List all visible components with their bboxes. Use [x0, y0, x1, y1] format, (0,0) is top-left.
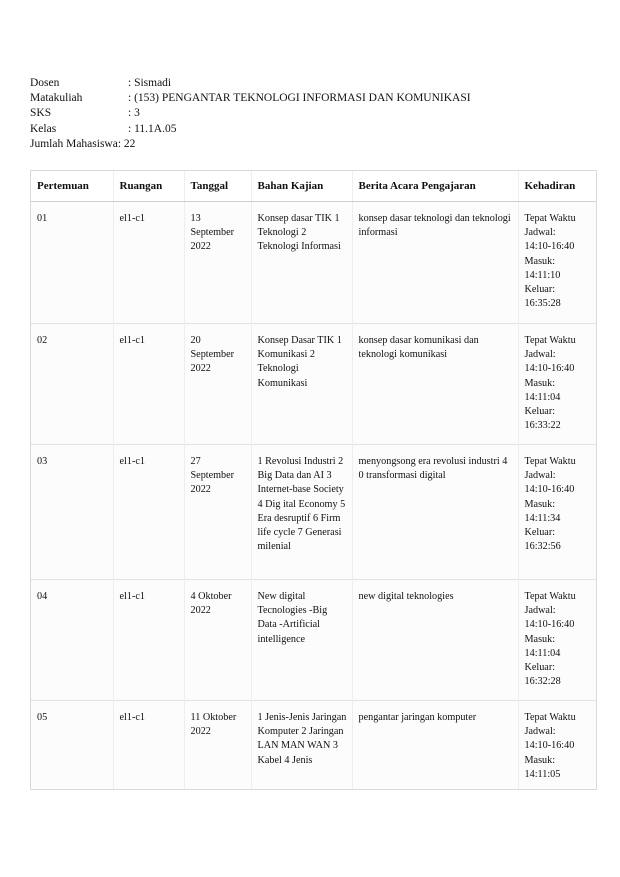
table-row: [31, 202, 597, 324]
cell-tanggal: 27 September 2022: [184, 445, 251, 580]
cell-pertemuan: 01: [31, 202, 113, 324]
cell-bahan-kajian: Konsep dasar TIK 1 Teknologi 2 Teknologi Informasi: [251, 202, 352, 324]
kehadiran-line: Masuk:: [524, 633, 556, 645]
cell-tanggal: 11 Oktober 2022: [184, 701, 251, 791]
column-header-tanggal: Tanggal: [184, 171, 251, 202]
kehadiran-line: 16:32:56: [524, 541, 561, 553]
column-header-berita-acara: Berita Acara Pengajaran: [352, 171, 518, 202]
column-header-ruangan: Ruangan: [113, 171, 184, 202]
cell-pertemuan: 02: [31, 324, 113, 445]
cell-bahan-kajian: Konsep Dasar TIK 1 Komunikasi 2 Teknologi Komunikasi: [251, 324, 352, 445]
cell-ruangan: el1-c1: [113, 580, 184, 701]
kehadiran-status: Tepat Waktu: [524, 456, 576, 467]
cell-berita-acara: konsep dasar teknologi dan teknologi informasi: [352, 202, 518, 324]
kehadiran-status: Tepat Waktu: [524, 335, 576, 346]
kehadiran-line: Keluar:: [524, 406, 556, 418]
info-label: Jumlah Mahasiswa: [30, 137, 118, 150]
cell-ruangan: el1-c1: [113, 202, 184, 324]
cell-kehadiran: [518, 324, 597, 445]
table-header-row: [31, 171, 597, 202]
info-value: : (153) PENGANTAR TEKNOLOGI INFORMASI DAN KOMUNIKASI: [128, 92, 471, 105]
kehadiran-line: 14:11:10: [524, 269, 561, 281]
info-sks: [30, 106, 471, 121]
info-dosen: [30, 76, 471, 91]
kehadiran-line: Jadwal:: [524, 605, 556, 617]
cell-berita-acara: new digital teknologies: [352, 580, 518, 701]
info-label: SKS: [30, 107, 52, 120]
kehadiran-line: Jadwal:: [524, 227, 556, 239]
cell-ruangan: el1-c1: [113, 701, 184, 791]
attendance-table-frame: [30, 170, 597, 790]
course-info: [30, 76, 471, 152]
cell-tanggal: 13 September 2022: [184, 202, 251, 324]
cell-kehadiran: [518, 202, 597, 324]
info-value: : 3: [128, 107, 140, 120]
kehadiran-line: Masuk:: [524, 377, 556, 389]
kehadiran-line: Masuk:: [524, 498, 556, 510]
kehadiran-status: Tepat Waktu: [524, 591, 576, 602]
kehadiran-line: Keluar:: [524, 284, 556, 296]
kehadiran-line: Jadwal:: [524, 726, 556, 738]
kehadiran-line: 14:10-16:40: [524, 740, 575, 752]
table-row: [31, 701, 597, 791]
info-value: : Sismadi: [128, 77, 172, 89]
info-label: Matakuliah: [30, 92, 83, 105]
cell-bahan-kajian: 1 Jenis-Jenis Jaringan Komputer 2 Jaringan LAN MAN WAN 3 Kabel 4 Jenis: [251, 701, 352, 791]
table-row: [31, 445, 597, 580]
cell-kehadiran: [518, 701, 597, 791]
cell-tanggal: 20 September 2022: [184, 324, 251, 445]
cell-bahan-kajian: New digital Tecnologies -Big Data -Artificial intelligence: [251, 580, 352, 701]
cell-ruangan: el1-c1: [113, 324, 184, 445]
kehadiran-line: 14:10-16:40: [524, 619, 575, 631]
table-row: [31, 580, 597, 701]
cell-pertemuan: 04: [31, 580, 113, 701]
cell-bahan-kajian: 1 Revolusi Industri 2 Big Data dan AI 3 Internet-base Society 4 Dig ital Economy 5 Era desruptif 6 Firm life cycle 7 Generasi milenial: [251, 445, 352, 580]
info-value: : 22: [117, 137, 136, 150]
table-row: [31, 324, 597, 445]
kehadiran-line: 16:32:28: [524, 676, 561, 688]
cell-berita-acara: pengantar jaringan komputer: [352, 701, 518, 791]
cell-pertemuan: 03: [31, 445, 113, 580]
info-label: Kelas: [30, 122, 57, 135]
cell-berita-acara: konsep dasar komunikasi dan teknologi komunikasi: [352, 324, 518, 445]
info-label: Dosen: [30, 77, 60, 89]
kehadiran-line: 14:11:04: [524, 647, 561, 659]
kehadiran-line: 14:11:34: [524, 512, 561, 524]
kehadiran-line: 14:10-16:40: [524, 484, 575, 496]
kehadiran-line: 14:11:04: [524, 391, 561, 403]
kehadiran-line: Jadwal:: [524, 349, 556, 361]
kehadiran-line: Masuk:: [524, 754, 556, 766]
kehadiran-line: Keluar:: [524, 662, 556, 674]
kehadiran-line: Keluar:: [524, 527, 556, 539]
column-header-bahan-kajian: Bahan Kajian: [251, 171, 352, 202]
attendance-table: [31, 171, 597, 790]
kehadiran-line: 16:33:22: [524, 420, 561, 432]
cell-ruangan: el1-c1: [113, 445, 184, 580]
kehadiran-line: 16:35:28: [524, 298, 561, 310]
cell-kehadiran: [518, 580, 597, 701]
info-jumlah-mahasiswa: [30, 137, 471, 152]
column-header-kehadiran: Kehadiran: [518, 171, 597, 202]
kehadiran-line: Masuk:: [524, 255, 556, 267]
kehadiran-status: Tepat Waktu: [524, 712, 576, 723]
kehadiran-line: Jadwal:: [524, 470, 556, 482]
kehadiran-line: 14:10-16:40: [524, 241, 575, 253]
cell-pertemuan: 05: [31, 701, 113, 791]
info-kelas: [30, 122, 471, 137]
cell-berita-acara: menyongsong era revolusi industri 4 0 transformasi digital: [352, 445, 518, 580]
kehadiran-line: 14:10-16:40: [524, 363, 575, 375]
kehadiran-line: 14:11:05: [524, 768, 561, 780]
info-value: : 11.1A.05: [128, 122, 177, 135]
column-header-pertemuan: Pertemuan: [31, 171, 113, 202]
info-matakuliah: [30, 91, 471, 106]
kehadiran-status: Tepat Waktu: [524, 213, 576, 224]
cell-tanggal: 4 Oktober 2022: [184, 580, 251, 701]
cell-kehadiran: [518, 445, 597, 580]
